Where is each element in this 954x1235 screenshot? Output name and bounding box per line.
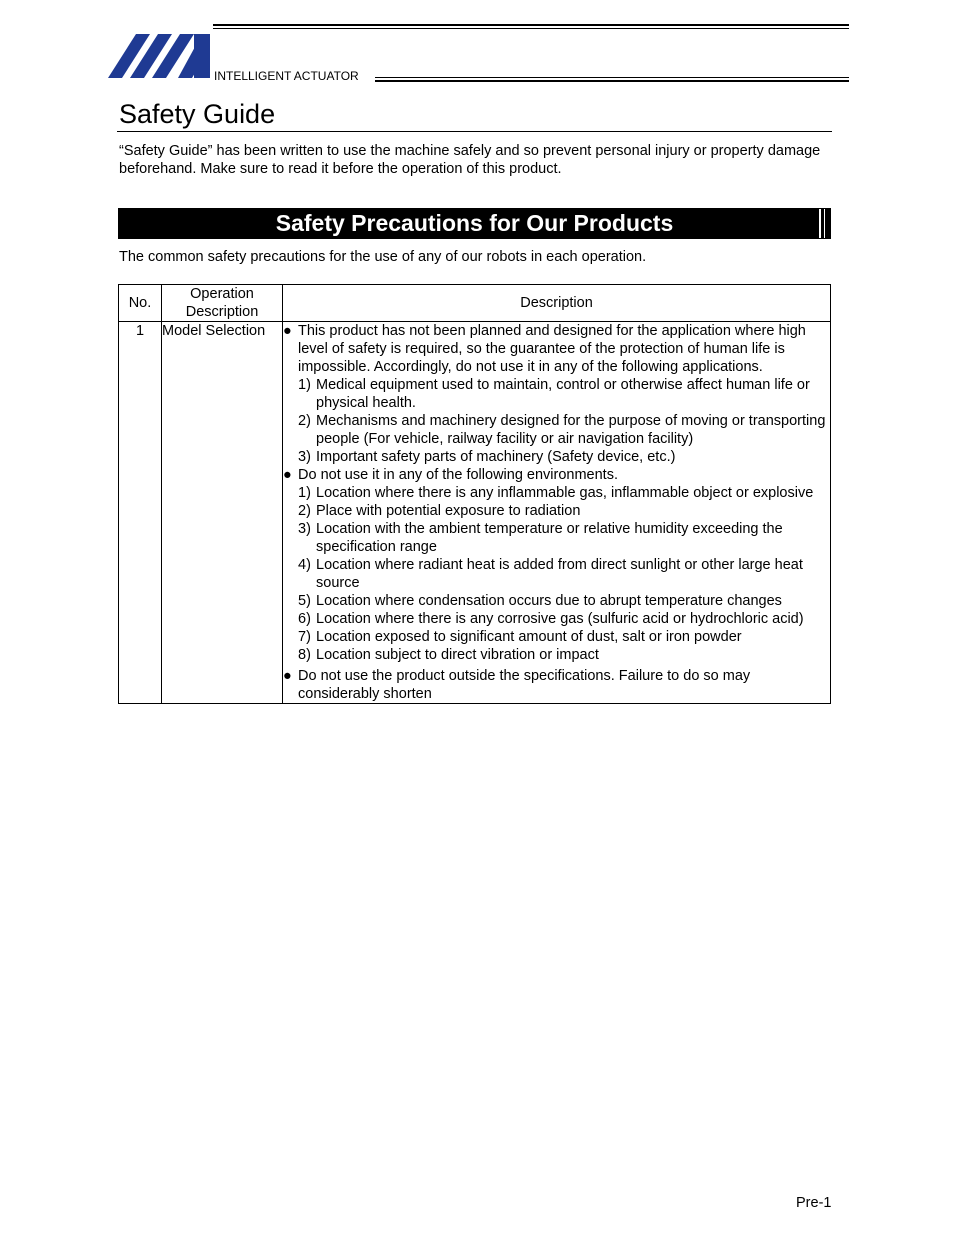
company-name: INTELLIGENT ACTUATOR [214,69,359,83]
sub-item [283,556,830,592]
sub-item-number: 1) [298,377,311,393]
sub-item [283,502,830,520]
sub-item-number: 5) [298,593,311,609]
header-rule-mid [375,80,849,82]
section-intro: The common safety precautions for the use of any of our robots in each operation. [119,249,647,265]
table-header-row [119,285,831,322]
bullet-text: Do not use the product outside the specifications. Failure to do so may considerably shorten [298,668,751,702]
sub-item [283,628,830,646]
sub-item-text: Location where there is any corrosive gas (sulfuric acid or hydrochloric acid) [316,611,804,627]
sub-item-text: Mechanisms and machinery designed for the purpose of moving or transporting people (For vehicle, railway facility or air navigation facility) [316,413,826,447]
header-rule-mid-thin [375,77,849,78]
sub-item [283,448,830,466]
header-rule-top-thin [213,28,849,29]
row-no: 1 [119,322,162,704]
banner-decoration [819,209,821,238]
sub-item-text: Important safety parts of machinery (Safety device, etc.) [316,449,676,465]
table-row [119,322,831,704]
section-title: Safety Precautions for Our Products [275,210,674,236]
sub-item-text: Location exposed to significant amount of dust, salt or iron powder [316,629,742,645]
title-underline [117,131,832,132]
banner-decoration-thin [824,209,825,238]
intro-paragraph: “Safety Guide” has been written to use the machine safely and so prevent personal injury or property damage beforehand. Make sure to read it before the operation of this product. [119,143,821,177]
sub-item-number: 6) [298,611,311,627]
sub-item-number: 3) [298,521,311,537]
page-title: Safety Guide [119,99,276,129]
bullet-icon: ● [283,323,292,339]
sub-item-number: 7) [298,629,311,645]
header-operation: Operation Description [162,285,283,322]
header-description: Description [283,285,831,322]
sub-item-number: 8) [298,647,311,663]
bullet-item [283,667,830,703]
bullet-text: This product has not been planned and designed for the application where high level of safety is required, so the guarantee of the protection of human life is impossible. Accordingly, do not use it in any of the following applications. [298,323,806,375]
bullet-text: Do not use it in any of the following environments. [298,467,618,483]
sub-item-text: Location where condensation occurs due to abrupt temperature changes [316,593,782,609]
section-banner [118,208,831,239]
sub-item [283,646,830,664]
sub-item [283,592,830,610]
sub-item-number: 3) [298,449,311,465]
sub-item-text: Medical equipment used to maintain, control or otherwise affect human life or physical health. [316,377,810,411]
sub-item [283,484,830,502]
row-description [283,322,831,704]
sub-item-text: Place with potential exposure to radiation [316,503,581,519]
sub-item-number: 1) [298,485,311,501]
sub-item-text: Location subject to direct vibration or impact [316,647,599,663]
header-rule-top [213,24,849,26]
iai-logo-icon [108,34,210,78]
sub-item [283,376,830,412]
bullet-icon: ● [283,668,292,684]
sub-item-text: Location where there is any inflammable gas, inflammable object or explosive [316,485,814,501]
sub-item [283,610,830,628]
sub-item-number: 2) [298,413,311,429]
page-number: Pre-1 [796,1195,832,1211]
bullet-item [283,322,830,376]
precautions-table [118,284,831,704]
row-operation: Model Selection [162,322,283,704]
bullet-item [283,466,830,484]
sub-item-number: 2) [298,503,311,519]
sub-item [283,412,830,448]
sub-item-text: Location where radiant heat is added from direct sunlight or other large heat source [316,557,803,591]
sub-item [283,520,830,556]
header-no: No. [119,285,162,322]
sub-item-number: 4) [298,557,311,573]
bullet-icon: ● [283,467,292,483]
sub-item-text: Location with the ambient temperature or relative humidity exceeding the specification range [316,521,783,555]
